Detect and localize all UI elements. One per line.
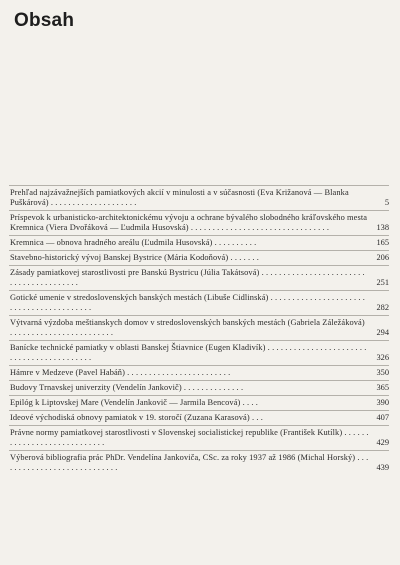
toc-entry [9,395,389,410]
page-title: Obsah [14,10,75,31]
toc-entry-page-number: 439 [376,463,389,472]
toc-entry-title: Stavebno-historický vývoj Banskej Bystrice (Mária Kodoňová) . . . . . . . [10,253,259,262]
toc-entry-title: Epilóg k Liptovskej Mare (Vendelín Jankovič — Jarmila Bencová) . . . . [10,398,258,407]
toc-entry [9,380,389,395]
toc-entry-title: Výberová bibliografia prác PhDr. Vendelína Jankoviča, CSc. za roky 1937 až 1986 (Michal Horský) . . . . . . . . . . . . . . . . . . . . . . . . . . . . [10,453,369,472]
toc-entry-page-number: 206 [376,253,389,262]
toc-entry-title: Budovy Trnavskej univerzity (Vendelín Jankovič) . . . . . . . . . . . . . . [10,383,244,392]
toc-entry [9,210,389,235]
toc-entry [9,425,389,450]
toc-entry [9,340,389,365]
toc-entry-title: Hámre v Medzeve (Pavel Habáň) . . . . . . . . . . . . . . . . . . . . . . . . [10,368,231,377]
toc-entry-page-number: 138 [376,223,389,232]
toc-entry-title: Právne normy pamiatkovej starostlivosti v Slovenskej socialistickej republike (František Kutílk) . . . . . . . . . . . . . . . . . . . . . . . . . . . . [10,428,369,447]
toc-entry [9,315,389,340]
toc-entry-page-number: 407 [376,413,389,422]
toc-entry-title: Výtvarná výzdoba meštianskych domov v stredoslovenských banských mestách (Gabriela Záležáková) . . . . . . . . . . . . . . . . . . . . . . . . [10,318,365,337]
toc-entry-title: Príspevok k urbanisticko-architektonickému vývoju a ochrane bývalého slobodného kráľovského mesta Kremnica (Viera Dvořáková — Ľudmila Husovská) . . . . . . . . . . . . . . . . . . . . . . . . . . . . . . . . [10,213,368,232]
toc-entry [9,365,389,380]
toc-entry-page-number: 390 [376,398,389,407]
toc-entry-page-number: 326 [376,353,389,362]
toc-entry [9,235,389,250]
toc-entry-page-number: 251 [376,278,389,287]
toc-entry-page-number: 350 [376,368,389,377]
toc-entry-page-number: 282 [376,303,389,312]
toc-entry [9,265,389,290]
toc-entry-title: Zásady pamiatkovej starostlivosti pre Banskú Bystricu (Júlia Takátsová) . . . . . . . . . . . . . . . . . . . . . . . . . . . . . . . . . . . . . . . . [10,268,365,287]
toc-entry [9,450,389,475]
toc-entry-title: Ideové východiská obnovy pamiatok v 19. storočí (Zuzana Karasová) . . . [10,413,263,422]
toc-entry-title: Gotické umenie v stredoslovenských banských mestách (Libuše Cidlinská) . . . . . . . . . . . . . . . . . . . . . . . . . . . . . . . . . . . . . . . . . [10,293,365,312]
toc-entry [9,410,389,425]
toc-entry-page-number: 294 [376,328,389,337]
toc-entry-page-number: 365 [376,383,389,392]
toc-entry [9,290,389,315]
toc-entry-title: Kremnica — obnova hradného areálu (Ľudmila Husovská) . . . . . . . . . . [10,238,257,247]
toc-entry-page-number: 429 [376,438,389,447]
toc-entry-title: Banícke technické pamiatky v oblasti Banskej Štiavnice (Eugen Kladivík) . . . . . . . . . . . . . . . . . . . . . . . . . . . . . . . . . . . . . . . . . . [10,343,367,362]
toc-entry-page-number: 5 [384,198,389,207]
toc-entry-page-number: 165 [376,238,389,247]
toc-entry [9,185,389,210]
table-of-contents [9,185,389,475]
toc-entry-title: Prehľad najzávažnejších pamiatkových akcií v minulosti a v súčasnosti (Eva Križanová — Blanka Puškárová) . . . . . . . . . . . . . . . . . . . . [10,188,349,207]
toc-entry [9,250,389,265]
